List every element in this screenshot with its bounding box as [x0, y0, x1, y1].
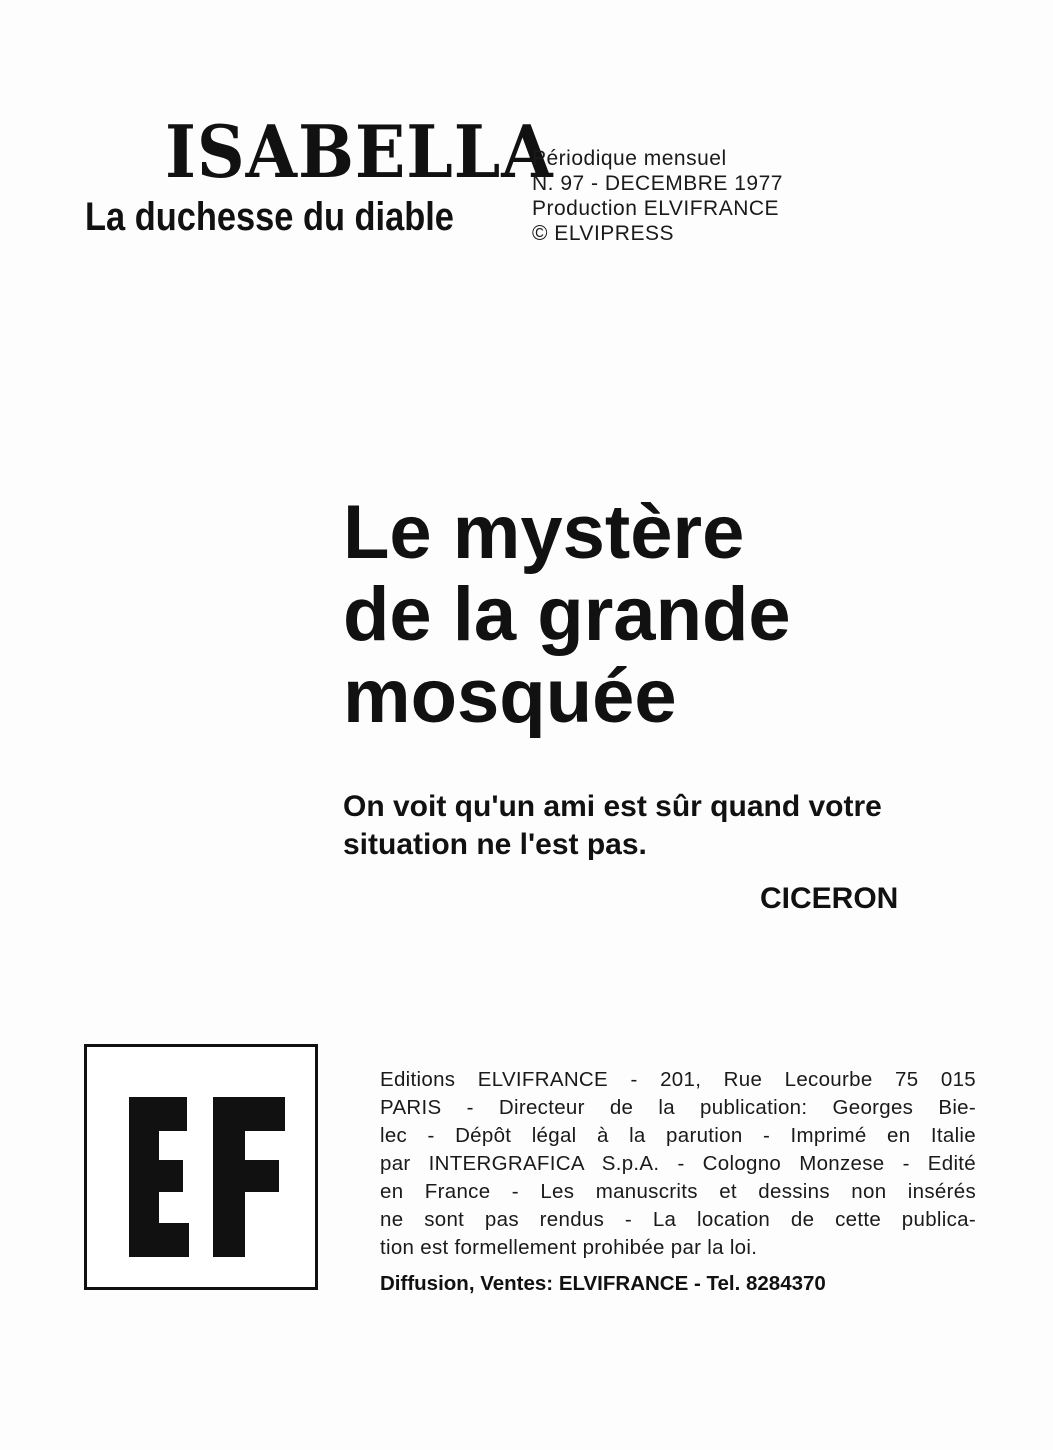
pub-info-line: © ELVIPRESS [532, 222, 674, 245]
epigraph-quote [343, 788, 882, 864]
imprint-line: en France - Les manuscrits et dessins non insérés [380, 1180, 976, 1203]
diffusion-line: Diffusion, Ventes: ELVIFRANCE - Tel. 8284370 [380, 1272, 826, 1295]
story-title-line: mosquée [343, 654, 677, 739]
ef-logo-mark [87, 1047, 315, 1287]
quote-line: situation ne l'est pas. [343, 828, 647, 861]
imprint-line: par INTERGRAFICA S.p.A. - Cologno Monzese - Edité [380, 1152, 976, 1175]
series-subtitle: La duchesse du diable [85, 195, 454, 239]
imprint-line: lec - Dépôt légal à la parution - Imprimé en Italie [380, 1124, 976, 1147]
quote-author: CICERON [760, 882, 899, 915]
imprint-text [380, 1066, 976, 1262]
pub-info-line: N. 97 - DECEMBRE 1977 [532, 172, 783, 195]
series-title: ISABELLA [165, 109, 554, 194]
imprint-line: Editions ELVIFRANCE - 201, Rue Lecourbe 75 015 [380, 1068, 976, 1091]
quote-line: On voit qu'un ami est sûr quand votre [343, 790, 882, 823]
pub-info-line: Périodique mensuel [532, 147, 727, 170]
publication-info [532, 146, 783, 246]
imprint-line: PARIS - Directeur de la publication: Georges Bie- [380, 1096, 976, 1119]
story-title-line: Le mystère [343, 490, 745, 575]
imprint-line: ne sont pas rendus - La location de cette publica- [380, 1208, 976, 1231]
pub-info-line: Production ELVIFRANCE [532, 197, 780, 220]
story-title-line: de la grande [343, 572, 791, 657]
story-title [343, 492, 791, 738]
imprint-line: tion est formellement prohibée par la loi. [380, 1236, 758, 1259]
publisher-logo [84, 1044, 318, 1290]
